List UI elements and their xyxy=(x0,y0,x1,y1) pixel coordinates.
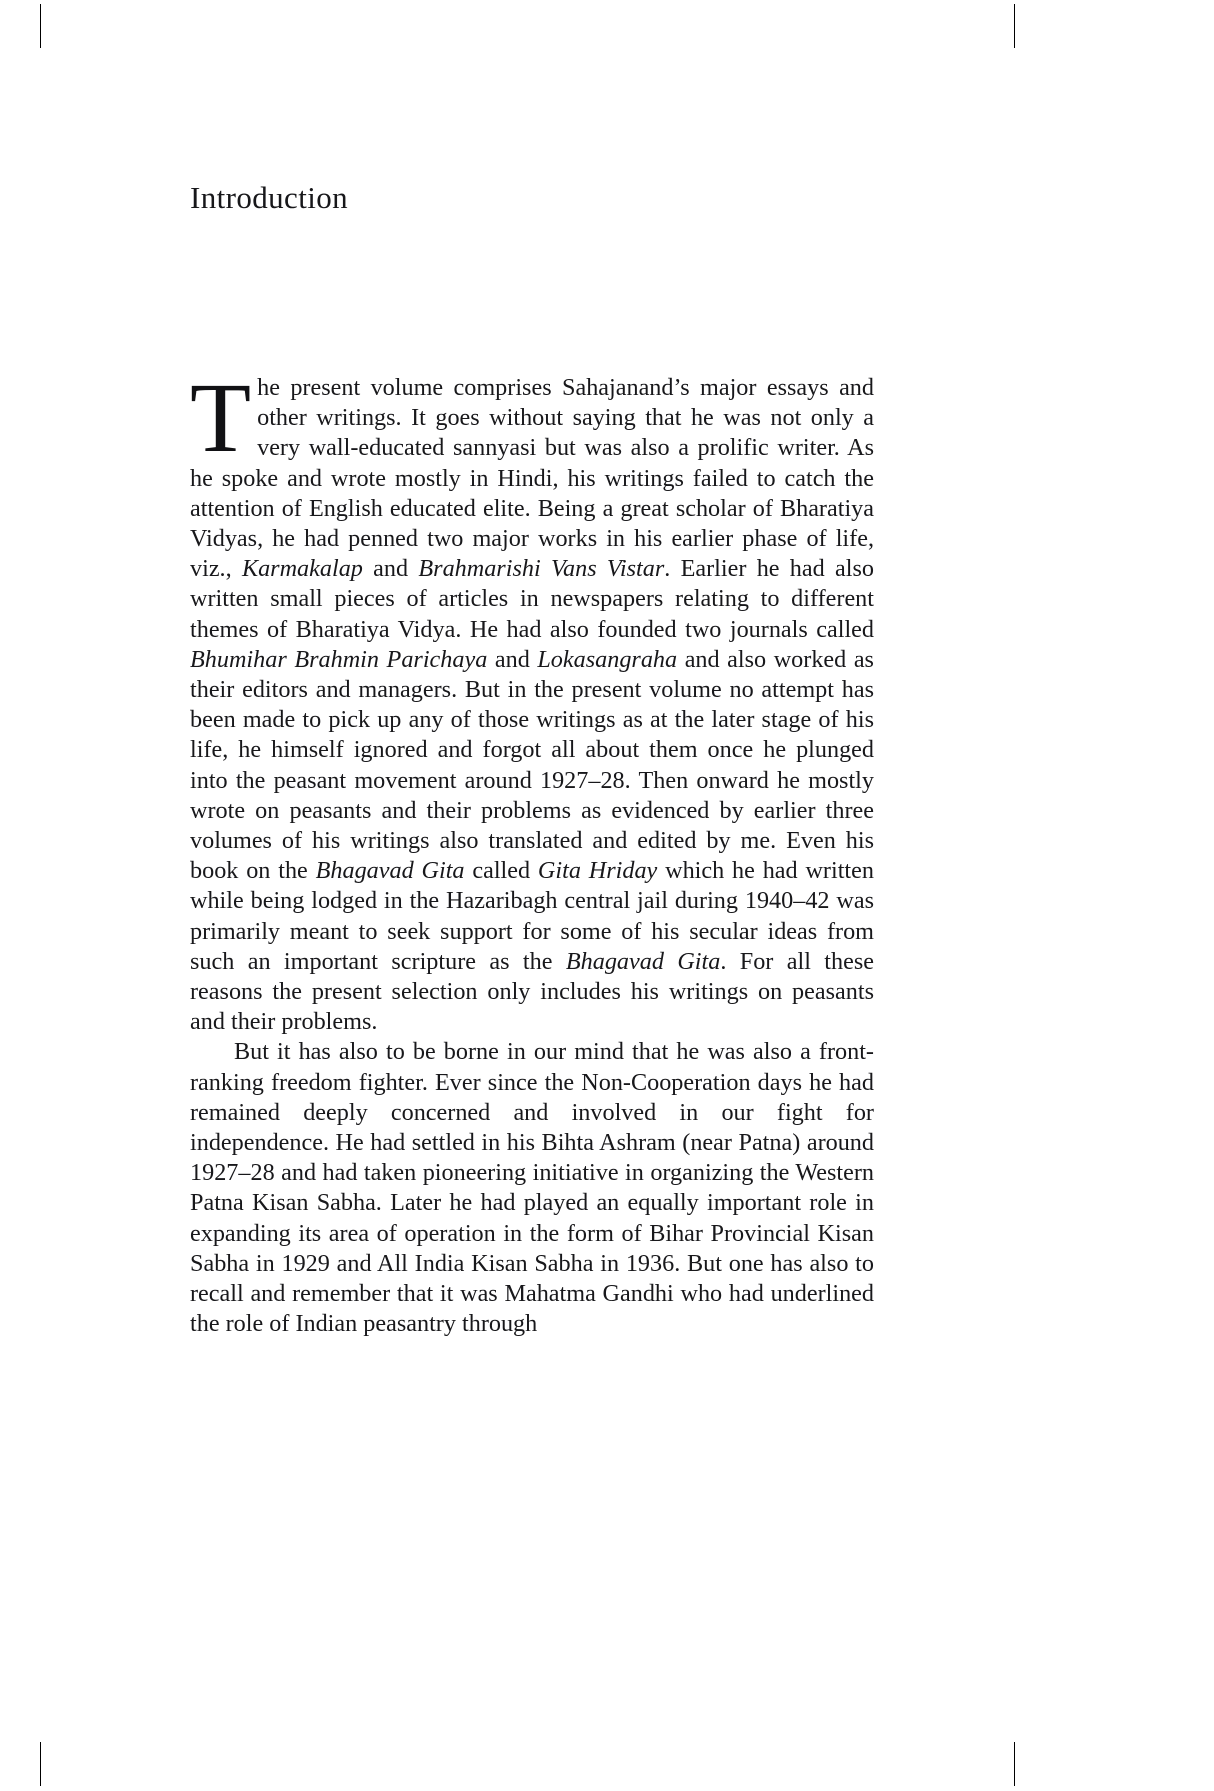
text-run: and also worked as their editors and managers. But in the present volume no attempt has been made to pick up any of those writings as at the later stage of his life, he himself ignored and forgot all about them once he plunged into the peasant movement around 1927–28. Then onward he mostly wrote on peasants and their problems as evidenced by earlier three volumes of his writings also translated and edited by me. Even his book on the xyxy=(190,645,874,885)
page-title: Introduction xyxy=(190,180,349,215)
text-run: he present volume comprises Sahajanand’s major essays and other writings. It goes without saying that he was not only a very wall-educated sannyasi but was also a prolific writer. As he spoke and wrote mostly in Hindi, his writings failed to catch the attention of English educated elite. Being a great scholar of Bharatiya Vidyas, he had penned two major works in his earlier phase of life, viz., xyxy=(190,374,874,583)
text-run: But it has also to be borne in our mind that he was also a front-ranking freedom fighter. Ever since the Non-Cooperation days he had remained deeply concerned and involved in our fight for independence. He had settled in his Bihta Ashram (near Patna) around 1927–28 and had taken pioneering initiative in organizing the Western Patna Kisan Sabha. Later he had played an equally important role in expanding its area of operation in the form of Bihar Provincial Kisan Sabha in 1929 and All India Kisan Sabha in 1936. But one has also to recall and remember that it was Mahatma Gandhi who had underlined the role of Indian peasantry through xyxy=(190,1038,874,1338)
crop-mark-bottom-right xyxy=(1014,1742,1015,1786)
drop-cap: T xyxy=(190,362,252,473)
text-run: called xyxy=(464,857,538,885)
italic-title: Lokasangraha xyxy=(537,645,678,673)
body-text xyxy=(190,362,875,1340)
paragraph-2 xyxy=(190,1037,874,1339)
italic-title: Bhagavad Gita xyxy=(565,947,721,975)
crop-mark-top-right xyxy=(1014,4,1015,48)
italic-title: Gita Hriday xyxy=(537,857,658,885)
italic-title: Brahmarishi Vans Vistar xyxy=(418,555,665,583)
paragraph-1 xyxy=(190,362,875,1037)
italic-title: Karmakalap xyxy=(241,555,363,583)
text-run: . Earlier he had also written small pieces of articles in newspapers relating to different themes of Bharatiya Vidya. He had also founded two journals called xyxy=(190,555,874,643)
crop-mark-bottom-left xyxy=(40,1742,41,1786)
italic-title: Bhagavad Gita xyxy=(315,857,465,885)
text-run: and xyxy=(362,555,419,583)
text-run: which he had written while being lodged in the Hazaribagh central jail during 1940–42 was primarily meant to seek support for some of his secular ideas from such an important scripture as the xyxy=(190,857,874,975)
crop-mark-top-left xyxy=(40,4,41,48)
text-run: . For all these reasons the present selection only includes his writings on peasants and their problems. xyxy=(190,947,875,1036)
text-run: and xyxy=(487,645,538,673)
italic-title: Bhumihar Brahmin Parichaya xyxy=(190,645,488,673)
